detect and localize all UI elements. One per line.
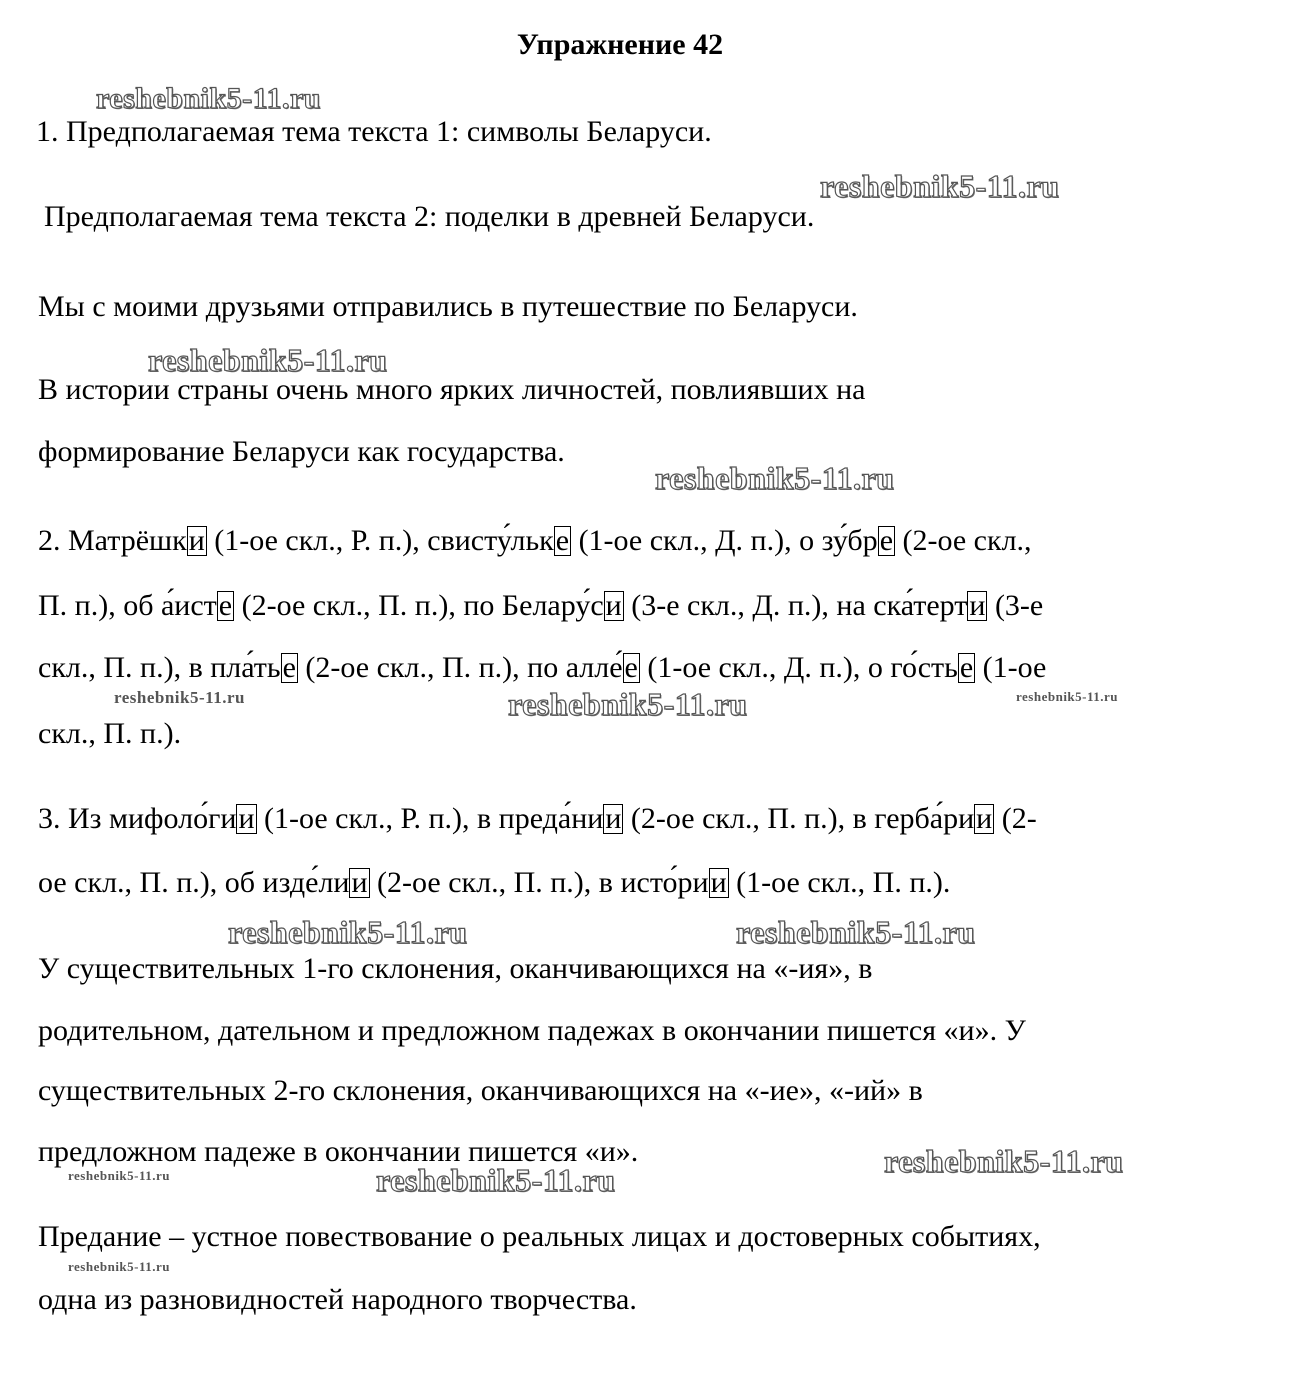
text-fragment: (1-ое скл., Д. п.), о зу́бр [571,524,878,557]
ending-box: е [959,651,974,684]
ending-box: е [879,524,894,557]
text-line: 1. Предполагаемая тема текста 1: символы Беларуси. [36,115,712,148]
text-fragment: (2- [994,802,1037,835]
ending-box: и [605,802,622,835]
watermark: reshebnik5-11.ru [96,82,321,115]
text-fragment: (3-е [987,589,1044,622]
text-fragment: (1-ое [975,651,1047,684]
text-line: формирование Беларуси как государства. [38,435,565,468]
answer-line [38,801,1037,837]
text-fragment: (2-ое скл., П. п.), в герба́ри [623,802,975,835]
ending-box: е [218,589,233,622]
ending-box: е [282,651,296,684]
watermark: reshebnik5-11.ru [655,460,895,496]
text-fragment: 3. Из мифоло́ги [38,802,237,835]
answer-line [38,588,1043,624]
text-fragment: (3-е скл., Д. п.), на ска́терт [623,589,968,622]
text-line: Предполагаемая тема текста 2: поделки в древней Беларуси. [44,200,815,233]
text-fragment: скл., П. п.), в пла́ть [38,651,281,684]
text-line: Предание – устное повествование о реальных лицах и достоверных событиях, [38,1220,1041,1253]
text-fragment: (2-ое скл., П. п.), по алле́ [297,651,623,684]
ending-box: и [976,802,993,835]
text-fragment: (2-ое скл., [895,524,1032,557]
watermark: reshebnik5-11.ru [68,1168,171,1183]
watermark: reshebnik5-11.ru [736,914,976,950]
text-line: скл., П. п.). [38,717,182,750]
watermark: reshebnik5-11.ru [148,342,388,378]
text-line: У существительных 1-го склонения, оканчивающихся на «-ия», в [38,952,873,985]
text-fragment: (1-ое скл., Р. п.), в преда́ни [256,802,604,835]
watermark: reshebnik5-11.ru [228,914,468,950]
watermark: reshebnik5-11.ru [1016,689,1119,704]
text-fragment: ое скл., П. п.), об изде́ли [38,866,350,899]
ending-box: и [238,802,255,835]
text-line: одна из разновидностей народного творчества. [38,1283,637,1316]
ending-box: и [188,524,205,557]
text-fragment: (1-ое скл., Р. п.), свисту́льк [206,524,554,557]
watermark: reshebnik5-11.ru [376,1162,616,1198]
ending-box: и [605,589,622,622]
ending-box: е [555,524,570,557]
text-fragment: П. п.), об а́ист [38,589,217,622]
answer-line [38,523,1032,559]
watermark: reshebnik5-11.ru [884,1143,1124,1179]
watermark: reshebnik5-11.ru [820,168,1060,204]
answer-line [38,865,950,901]
text-line: Мы с моими друзьями отправились в путешествие по Беларуси. [38,290,858,323]
watermark: reshebnik5-11.ru [508,686,748,722]
ending-box: е [624,651,638,684]
text-line: существительных 2-го склонения, оканчивающихся на «-ие», «-ий» в [38,1074,923,1107]
ending-box: и [710,866,727,899]
text-line: В истории страны очень много ярких личностей, повлиявших на [38,373,866,406]
answer-line [38,650,1046,686]
text-fragment: (1-ое скл., П. п.). [728,866,951,899]
text-fragment: (1-ое скл., Д. п.), о го́сть [639,651,958,684]
exercise-title: Упражнение 42 [516,28,724,61]
text-fragment: 2. Матрёшк [38,524,187,557]
watermark: reshebnik5-11.ru [114,688,245,707]
ending-box: и [351,866,368,899]
text-fragment: (2-ое скл., П. п.), в исто́ри [369,866,709,899]
text-line: предложном падеже в окончании пишется «и». [38,1135,639,1168]
text-fragment: (2-ое скл., П. п.), по Белару́с [234,589,604,622]
watermark: reshebnik5-11.ru [68,1259,171,1274]
ending-box: и [969,589,986,622]
text-line: родительном, дательном и предложном падежах в окончании пишется «и». У [38,1014,1026,1047]
